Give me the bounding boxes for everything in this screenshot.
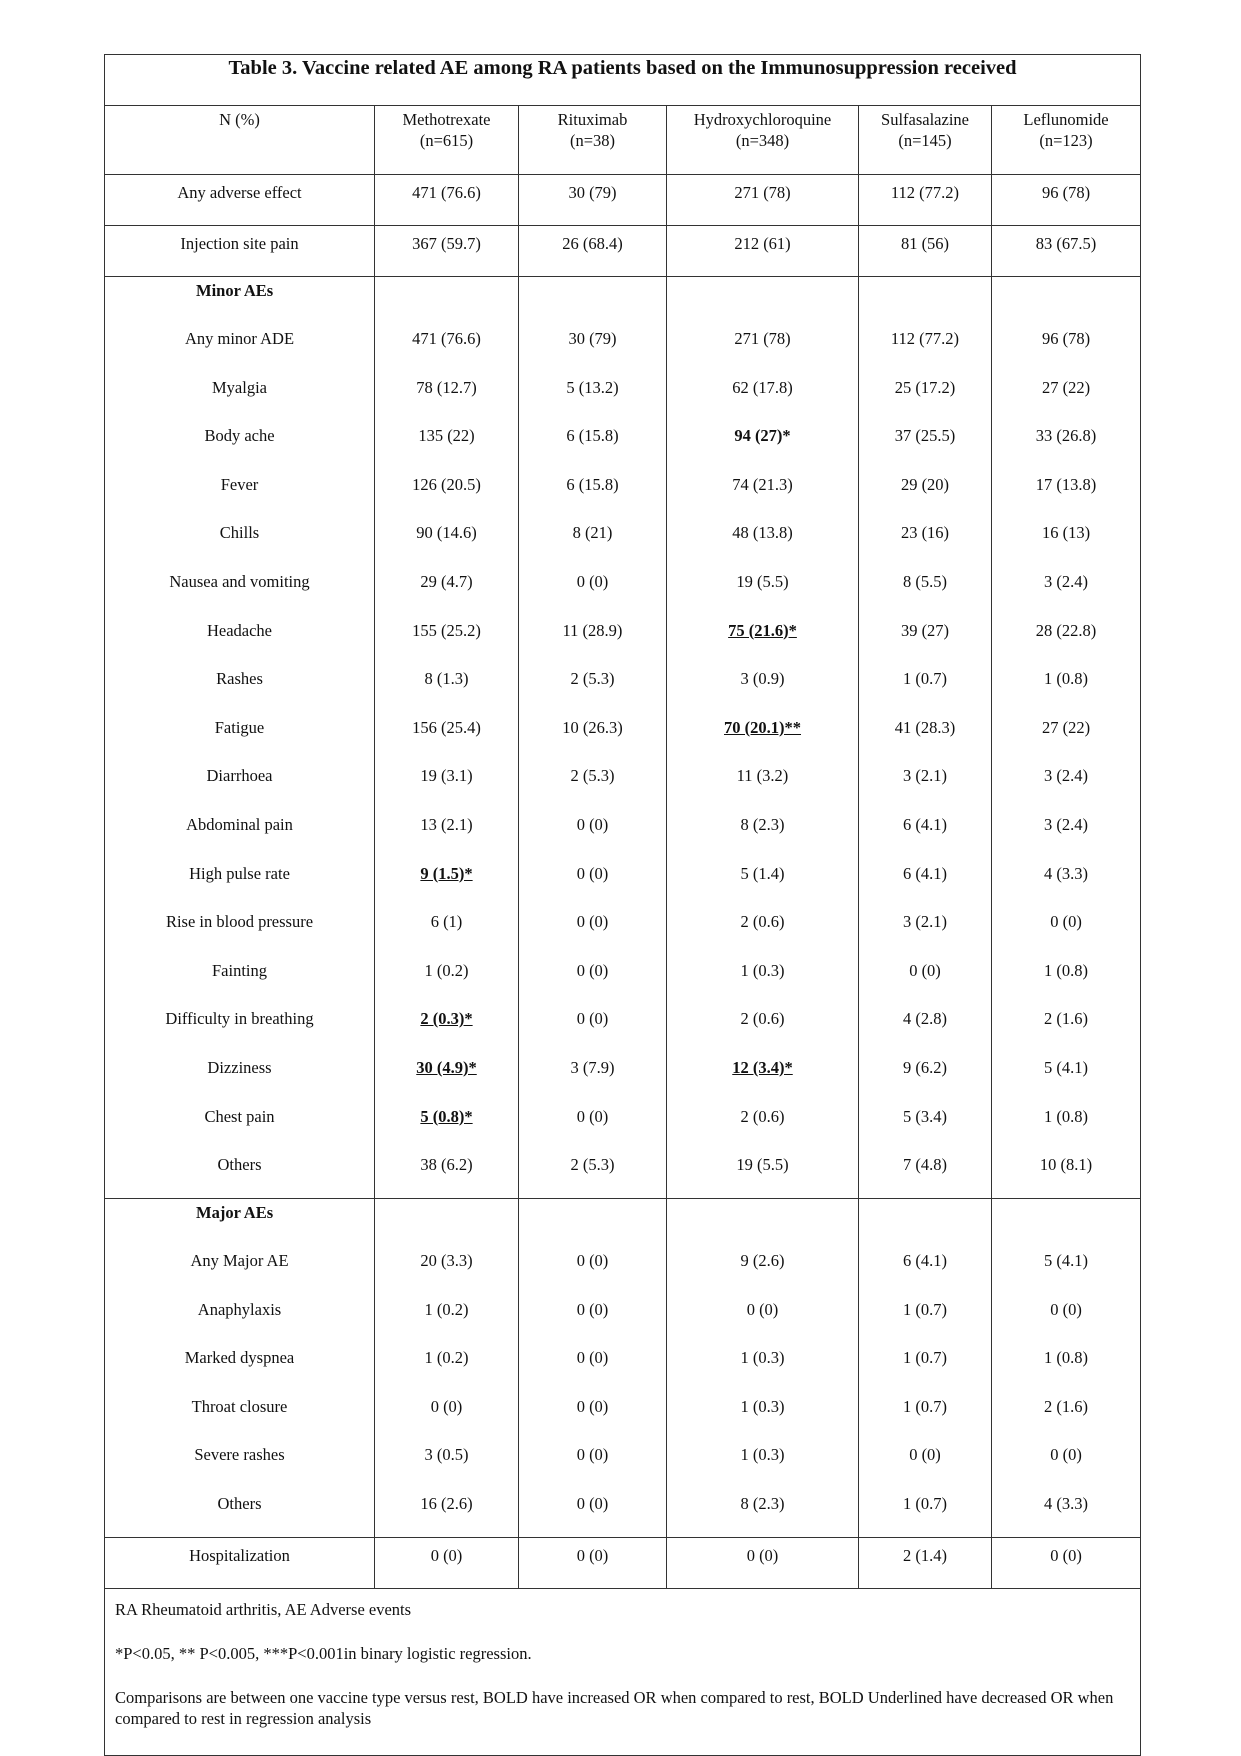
table-cell: 3 (0.5) (375, 1438, 519, 1487)
table-cell: 83 (67.5) (992, 226, 1141, 277)
table-cell: 112 (77.2) (859, 322, 992, 371)
table-row (105, 1293, 1141, 1342)
table-row (105, 614, 1141, 663)
table-row (105, 1148, 1141, 1199)
empty-cell (519, 277, 667, 323)
table-cell: 0 (0) (375, 1538, 519, 1589)
table-cell: 2 (0.3)* (375, 1002, 519, 1051)
table-cell: 0 (0) (992, 1293, 1141, 1342)
table-cell: 271 (78) (667, 322, 859, 371)
row-label: Marked dyspnea (105, 1341, 375, 1390)
row-label: Injection site pain (105, 226, 375, 277)
table-cell: 7 (4.8) (859, 1148, 992, 1199)
table-cell: 2 (0.6) (667, 1002, 859, 1051)
table-cell: 70 (20.1)** (667, 711, 859, 760)
table-row (105, 516, 1141, 565)
table-row (105, 857, 1141, 906)
table-cell: 5 (0.8)* (375, 1100, 519, 1149)
table-cell: 0 (0) (375, 1390, 519, 1439)
table-cell: 39 (27) (859, 614, 992, 663)
table-cell: 29 (20) (859, 468, 992, 517)
table-cell: 1 (0.3) (667, 1341, 859, 1390)
table-cell: 1 (0.8) (992, 1341, 1141, 1390)
table-cell: 4 (3.3) (992, 1487, 1141, 1538)
row-label: High pulse rate (105, 857, 375, 906)
empty-cell (992, 1199, 1141, 1245)
table-cell: 1 (0.2) (375, 954, 519, 1003)
table-cell: 471 (76.6) (375, 322, 519, 371)
table-cell: 1 (0.8) (992, 954, 1141, 1003)
table-cell: 0 (0) (519, 905, 667, 954)
table-cell: 81 (56) (859, 226, 992, 277)
table-cell: 4 (3.3) (992, 857, 1141, 906)
header-methotrexate: Methotrexate (n=615) (375, 106, 519, 175)
row-label: Anaphylaxis (105, 1293, 375, 1342)
table-cell: 0 (0) (992, 905, 1141, 954)
table-cell: 38 (6.2) (375, 1148, 519, 1199)
table-cell: 27 (22) (992, 711, 1141, 760)
table-cell: 3 (2.1) (859, 905, 992, 954)
footnote: Comparisons are between one vaccine type versus rest, BOLD have increased OR when compared to rest, BOLD Underlined have decreased OR when compared to rest in regression analysis (115, 1688, 1114, 1729)
row-label: Any Major AE (105, 1244, 375, 1293)
table-cell: 5 (4.1) (992, 1244, 1141, 1293)
table-row (105, 175, 1141, 226)
row-label: Headache (105, 614, 375, 663)
empty-cell (667, 1199, 859, 1245)
table-footnotes (105, 1589, 1141, 1756)
table-cell: 11 (3.2) (667, 759, 859, 808)
table-cell: 0 (0) (519, 565, 667, 614)
table-cell: 78 (12.7) (375, 371, 519, 420)
row-label: Throat closure (105, 1390, 375, 1439)
table-cell: 30 (4.9)* (375, 1051, 519, 1100)
row-label: Chest pain (105, 1100, 375, 1149)
table-cell: 1 (0.3) (667, 1390, 859, 1439)
table-cell: 3 (2.1) (859, 759, 992, 808)
table-cell: 0 (0) (519, 1487, 667, 1538)
table-cell: 16 (13) (992, 516, 1141, 565)
table-cell: 8 (2.3) (667, 808, 859, 857)
table-cell: 94 (27)* (667, 419, 859, 468)
table-cell: 9 (2.6) (667, 1244, 859, 1293)
row-label: Nausea and vomiting (105, 565, 375, 614)
table-row (105, 1002, 1141, 1051)
table-cell: 367 (59.7) (375, 226, 519, 277)
table-cell: 30 (79) (519, 322, 667, 371)
row-label: Myalgia (105, 371, 375, 420)
table-cell: 3 (7.9) (519, 1051, 667, 1100)
table-cell: 3 (0.9) (667, 662, 859, 711)
table-cell: 5 (1.4) (667, 857, 859, 906)
empty-cell (375, 1199, 519, 1245)
table-cell: 19 (5.5) (667, 1148, 859, 1199)
table-cell: 0 (0) (519, 1244, 667, 1293)
table-cell: 2 (5.3) (519, 759, 667, 808)
row-label: Fainting (105, 954, 375, 1003)
empty-cell (667, 277, 859, 323)
header-leflunomide: Leflunomide (n=123) (992, 106, 1141, 175)
table-cell: 6 (4.1) (859, 857, 992, 906)
table-cell: 0 (0) (667, 1538, 859, 1589)
footnote: RA Rheumatoid arthritis, AE Adverse events (115, 1600, 412, 1620)
table-cell: 0 (0) (519, 1002, 667, 1051)
table-cell: 74 (21.3) (667, 468, 859, 517)
table-cell: 0 (0) (859, 1438, 992, 1487)
table-cell: 0 (0) (519, 1100, 667, 1149)
table-cell: 3 (2.4) (992, 759, 1141, 808)
table-cell: 1 (0.8) (992, 1100, 1141, 1149)
header-row (105, 106, 1141, 175)
table-row (105, 1341, 1141, 1390)
table-cell: 6 (15.8) (519, 468, 667, 517)
notes-row (105, 1589, 1141, 1756)
table-row (105, 226, 1141, 277)
header-rituximab: Rituximab (n=38) (519, 106, 667, 175)
table-cell: 26 (68.4) (519, 226, 667, 277)
table-cell: 2 (5.3) (519, 662, 667, 711)
table-title: Table 3. Vaccine related AE among RA patients based on the Immunosuppression received (105, 55, 1141, 106)
table-row (105, 322, 1141, 371)
table-cell: 2 (0.6) (667, 905, 859, 954)
table-row (105, 1538, 1141, 1589)
table-cell: 126 (20.5) (375, 468, 519, 517)
table-cell: 8 (21) (519, 516, 667, 565)
table-row (105, 1487, 1141, 1538)
table-row (105, 1100, 1141, 1149)
table-cell: 1 (0.3) (667, 1438, 859, 1487)
table-cell: 155 (25.2) (375, 614, 519, 663)
table-cell: 90 (14.6) (375, 516, 519, 565)
table-row (105, 468, 1141, 517)
table-cell: 271 (78) (667, 175, 859, 226)
table-cell: 2 (1.4) (859, 1538, 992, 1589)
table-cell: 0 (0) (519, 1438, 667, 1487)
table-cell: 33 (26.8) (992, 419, 1141, 468)
table-cell: 25 (17.2) (859, 371, 992, 420)
table-cell: 6 (4.1) (859, 808, 992, 857)
section-row (105, 277, 1141, 323)
table-row (105, 1390, 1141, 1439)
header-label: N (%) (105, 106, 375, 175)
table-cell: 3 (2.4) (992, 565, 1141, 614)
row-label: Any minor ADE (105, 322, 375, 371)
table-cell: 0 (0) (519, 954, 667, 1003)
footnote: *P<0.05, ** P<0.005, ***P<0.001in binary logistic regression. (115, 1644, 532, 1664)
table-row (105, 905, 1141, 954)
section-heading: Minor AEs (105, 277, 375, 323)
table-cell: 11 (28.9) (519, 614, 667, 663)
row-label: Chills (105, 516, 375, 565)
row-label: Any adverse effect (105, 175, 375, 226)
table-cell: 156 (25.4) (375, 711, 519, 760)
table-cell: 27 (22) (992, 371, 1141, 420)
table-cell: 2 (1.6) (992, 1002, 1141, 1051)
table-cell: 75 (21.6)* (667, 614, 859, 663)
table-row (105, 565, 1141, 614)
row-label: Fever (105, 468, 375, 517)
table-cell: 41 (28.3) (859, 711, 992, 760)
table-cell: 48 (13.8) (667, 516, 859, 565)
table-cell: 10 (8.1) (992, 1148, 1141, 1199)
ae-table (104, 54, 1141, 1756)
table-cell: 1 (0.7) (859, 1293, 992, 1342)
table-cell: 8 (5.5) (859, 565, 992, 614)
table-cell: 5 (4.1) (992, 1051, 1141, 1100)
table-cell: 16 (2.6) (375, 1487, 519, 1538)
empty-cell (859, 277, 992, 323)
table-cell: 6 (1) (375, 905, 519, 954)
table-cell: 5 (3.4) (859, 1100, 992, 1149)
table-cell: 1 (0.7) (859, 1390, 992, 1439)
table-row (105, 808, 1141, 857)
table-cell: 0 (0) (992, 1538, 1141, 1589)
table-cell: 2 (5.3) (519, 1148, 667, 1199)
table-cell: 1 (0.2) (375, 1293, 519, 1342)
table-cell: 1 (0.8) (992, 662, 1141, 711)
row-label: Difficulty in breathing (105, 1002, 375, 1051)
table-cell: 0 (0) (519, 1341, 667, 1390)
table-cell: 0 (0) (667, 1293, 859, 1342)
table-cell: 37 (25.5) (859, 419, 992, 468)
table-row (105, 1438, 1141, 1487)
row-label: Rashes (105, 662, 375, 711)
table-cell: 10 (26.3) (519, 711, 667, 760)
table-cell: 0 (0) (519, 857, 667, 906)
table-cell: 0 (0) (519, 808, 667, 857)
table-cell: 471 (76.6) (375, 175, 519, 226)
table-cell: 2 (1.6) (992, 1390, 1141, 1439)
table-cell: 135 (22) (375, 419, 519, 468)
table-cell: 29 (4.7) (375, 565, 519, 614)
table-cell: 17 (13.8) (992, 468, 1141, 517)
table-cell: 212 (61) (667, 226, 859, 277)
empty-cell (859, 1199, 992, 1245)
table-cell: 62 (17.8) (667, 371, 859, 420)
empty-cell (375, 277, 519, 323)
table-row (105, 419, 1141, 468)
table-cell: 20 (3.3) (375, 1244, 519, 1293)
table-row (105, 1051, 1141, 1100)
table-cell: 9 (1.5)* (375, 857, 519, 906)
header-sulfasalazine: Sulfasalazine (n=145) (859, 106, 992, 175)
table-cell: 8 (1.3) (375, 662, 519, 711)
header-hydroxychloroquine: Hydroxychloroquine (n=348) (667, 106, 859, 175)
row-label: Body ache (105, 419, 375, 468)
table-cell: 4 (2.8) (859, 1002, 992, 1051)
table-row (105, 662, 1141, 711)
table-cell: 112 (77.2) (859, 175, 992, 226)
table-cell: 6 (15.8) (519, 419, 667, 468)
table-row (105, 711, 1141, 760)
table-row (105, 1244, 1141, 1293)
table-cell: 0 (0) (519, 1538, 667, 1589)
table-row (105, 954, 1141, 1003)
table-row (105, 371, 1141, 420)
row-label: Fatigue (105, 711, 375, 760)
table-cell: 19 (5.5) (667, 565, 859, 614)
row-label: Severe rashes (105, 1438, 375, 1487)
table-cell: 12 (3.4)* (667, 1051, 859, 1100)
row-label: Rise in blood pressure (105, 905, 375, 954)
table-cell: 1 (0.2) (375, 1341, 519, 1390)
table-cell: 5 (13.2) (519, 371, 667, 420)
table-cell: 9 (6.2) (859, 1051, 992, 1100)
table-cell: 0 (0) (992, 1438, 1141, 1487)
table-cell: 0 (0) (519, 1390, 667, 1439)
table-cell: 1 (0.7) (859, 1341, 992, 1390)
table-cell: 1 (0.7) (859, 662, 992, 711)
table-cell: 23 (16) (859, 516, 992, 565)
section-heading: Major AEs (105, 1199, 375, 1245)
row-label: Abdominal pain (105, 808, 375, 857)
row-label: Dizziness (105, 1051, 375, 1100)
table-row (105, 759, 1141, 808)
row-label: Diarrhoea (105, 759, 375, 808)
table-cell: 96 (78) (992, 175, 1141, 226)
table-cell: 8 (2.3) (667, 1487, 859, 1538)
empty-cell (992, 277, 1141, 323)
table-cell: 0 (0) (519, 1293, 667, 1342)
row-label: Others (105, 1487, 375, 1538)
row-label: Hospitalization (105, 1538, 375, 1589)
row-label: Others (105, 1148, 375, 1199)
table-cell: 6 (4.1) (859, 1244, 992, 1293)
table-cell: 19 (3.1) (375, 759, 519, 808)
table-cell: 30 (79) (519, 175, 667, 226)
empty-cell (519, 1199, 667, 1245)
table-cell: 13 (2.1) (375, 808, 519, 857)
table-cell: 1 (0.7) (859, 1487, 992, 1538)
table-cell: 3 (2.4) (992, 808, 1141, 857)
table-cell: 0 (0) (859, 954, 992, 1003)
table-cell: 28 (22.8) (992, 614, 1141, 663)
section-row (105, 1199, 1141, 1245)
table-cell: 2 (0.6) (667, 1100, 859, 1149)
table-cell: 1 (0.3) (667, 954, 859, 1003)
table-cell: 96 (78) (992, 322, 1141, 371)
